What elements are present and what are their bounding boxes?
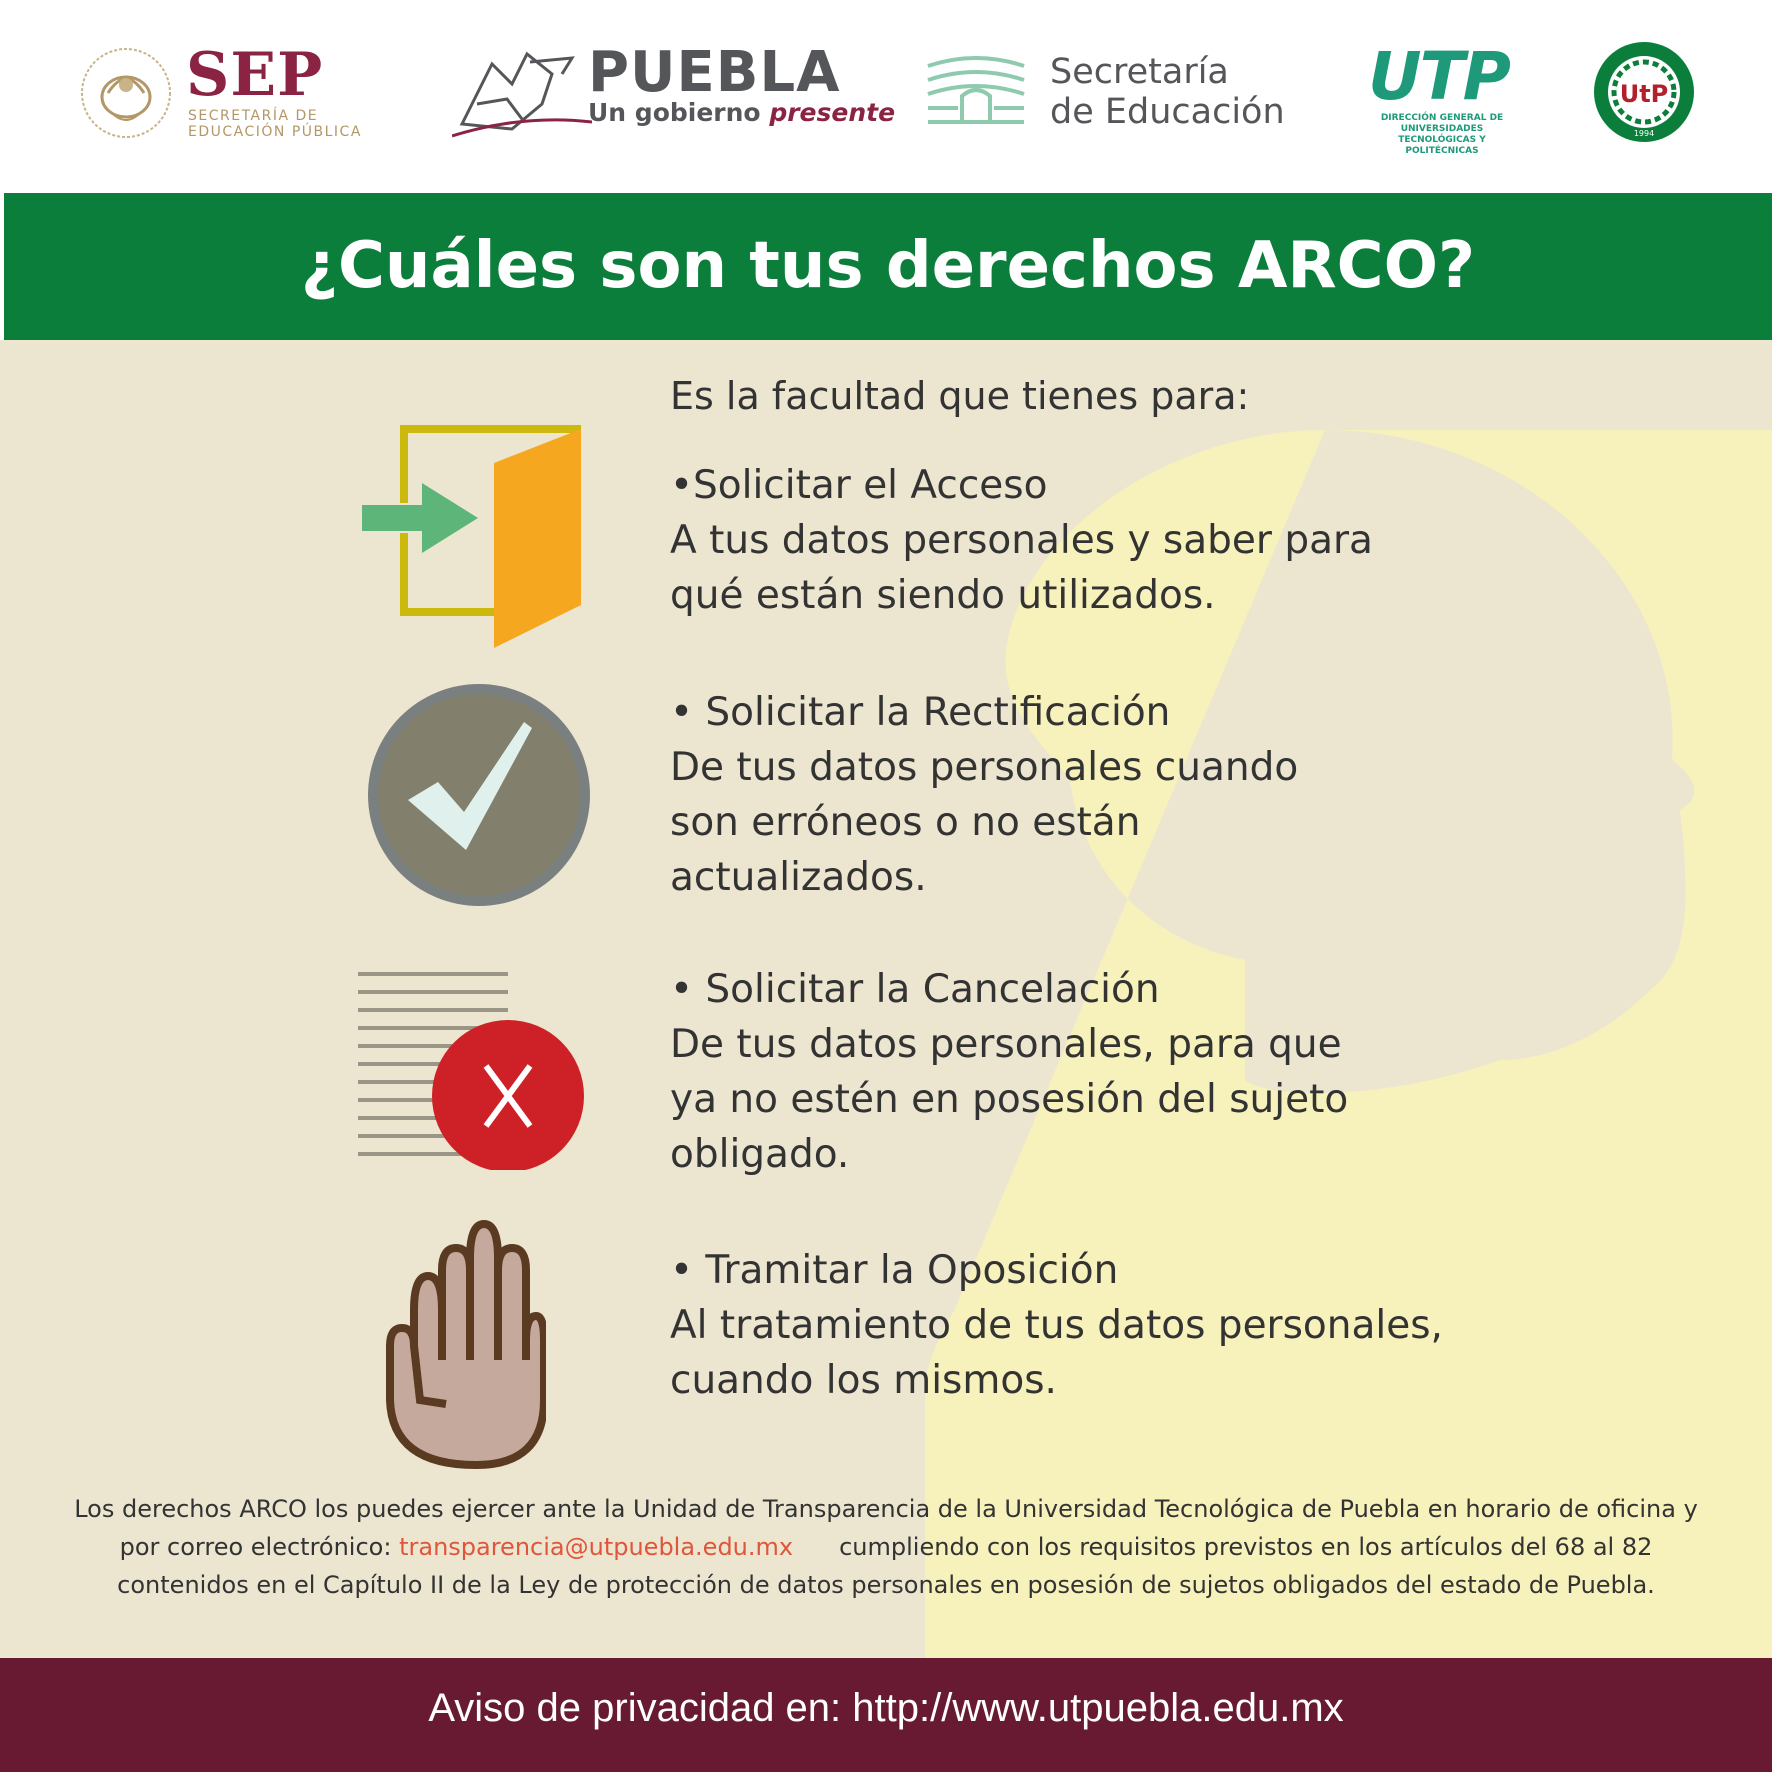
footer-line-2-suffix: cumpliendo con los requisitos previstos en los artículos del 68 al 82 [839, 1533, 1653, 1561]
mexico-coat-of-arms-icon [78, 45, 174, 141]
checkmark-circle-icon [366, 682, 592, 908]
right-access [670, 458, 1373, 623]
right-opposition-description: Al tratamiento de tus datos personales, cuando los mismos. [670, 1303, 1443, 1403]
right-cancellation-heading: • Solicitar la Cancelación [670, 967, 1160, 1012]
email-link[interactable]: transparencia@utpuebla.edu.mx [399, 1533, 794, 1561]
secretaria-logo-text: Secretaría de Educación [1050, 52, 1285, 132]
door-entry-icon [362, 425, 582, 650]
stop-hand-icon [386, 1220, 546, 1470]
puebla-logo-subtitle [588, 98, 895, 127]
secretaria-emblem-icon [924, 56, 1028, 126]
intro-text: Es la facultad que tienes para: [670, 374, 1250, 418]
footer-line-3: contenidos en el Capítulo II de la Ley de protección de datos personales en posesión de sujetos obligados del estado de Puebla. [117, 1571, 1655, 1599]
header [0, 0, 1772, 193]
right-opposition-heading: • Tramitar la Oposición [670, 1248, 1119, 1293]
right-rectification-description: De tus datos personales cuando son erróneos o no están actualizados. [670, 745, 1299, 900]
footer-legal-text [20, 1490, 1752, 1604]
right-rectification [670, 685, 1298, 905]
privacy-notice-link[interactable]: Aviso de privacidad en: http://www.utpuebla.edu.mx [428, 1686, 1344, 1730]
sep-logo-subtitle: SECRETARÍA DE EDUCACIÓN PÚBLICA [188, 108, 362, 140]
university-seal-icon [1592, 40, 1696, 144]
right-opposition [670, 1243, 1443, 1408]
document-cancel-icon [356, 970, 586, 1170]
right-cancellation [670, 962, 1348, 1182]
bottom-bar [0, 1658, 1772, 1772]
puebla-subtitle-emphasis: presente [769, 98, 896, 127]
right-access-description: A tus datos personales y saber para qué están siendo utilizados. [670, 518, 1373, 618]
main-panel [0, 340, 1772, 1658]
right-access-heading: •Solicitar el Acceso [670, 463, 1048, 508]
svg-text:UtP: UtP [1619, 80, 1669, 108]
puebla-logo-text: PUEBLA [588, 40, 841, 105]
utp-logo-subtitle: DIRECCIÓN GENERAL DE UNIVERSIDADES TECNOLÓGICAS Y POLITÉCNICAS [1380, 113, 1504, 156]
right-rectification-heading: • Solicitar la Rectificación [670, 690, 1171, 735]
footer-line-2 [20, 1528, 1752, 1566]
footer-line-1: Los derechos ARCO los puedes ejercer ante la Unidad de Transparencia de la Universidad Tecnológica de Puebla en horario de oficina y [74, 1495, 1698, 1523]
utp-logo-text: UTP [1368, 38, 1509, 115]
sep-logo-text: SEP [186, 40, 324, 110]
puebla-emblem-icon [452, 44, 592, 139]
right-cancellation-description: De tus datos personales, para que ya no estén en posesión del sujeto obligado. [670, 1022, 1349, 1177]
title-bar [4, 193, 1772, 340]
footer-line-2-prefix: por correo electrónico: [119, 1533, 400, 1561]
svg-text:1994: 1994 [1633, 129, 1655, 138]
page-title: ¿Cuáles son tus derechos ARCO? [300, 229, 1476, 303]
puebla-subtitle-plain: Un gobierno [588, 98, 770, 127]
